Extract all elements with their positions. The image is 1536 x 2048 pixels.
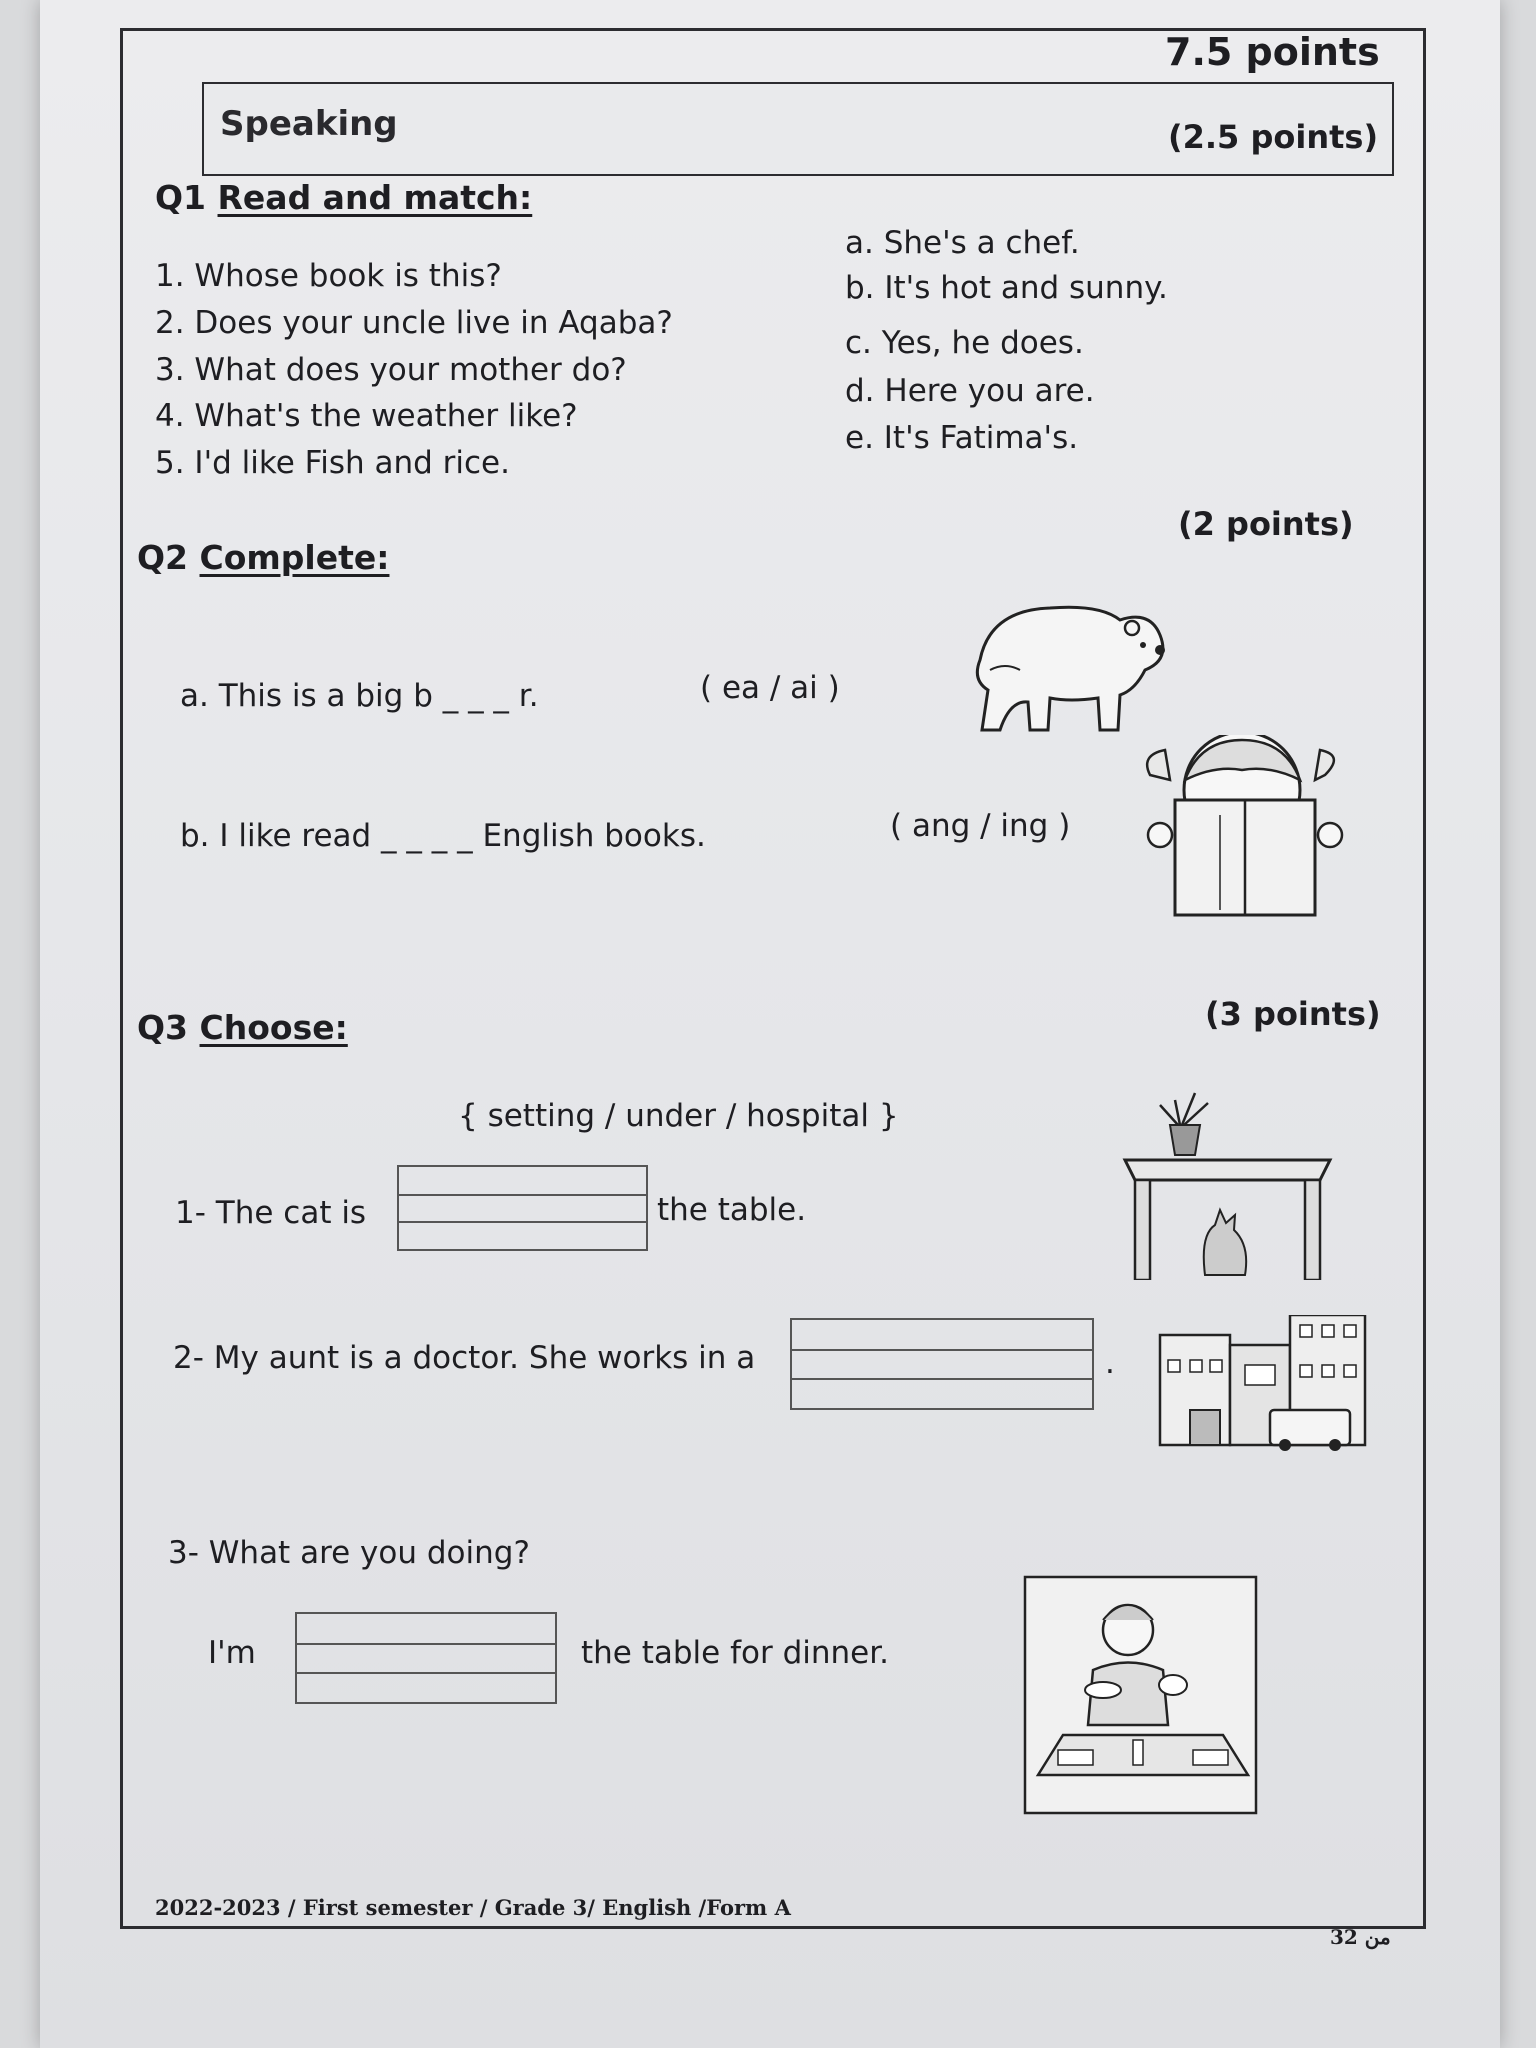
- q3-answer-box-3[interactable]: [295, 1612, 557, 1704]
- reading-girl-illustration: [1130, 735, 1360, 920]
- q1-title: Read and match:: [217, 178, 533, 217]
- q3-number: Q3: [137, 1008, 189, 1047]
- q3-item3-after: the table for dinner.: [581, 1635, 889, 1671]
- q3-item2-after: .: [1105, 1345, 1115, 1381]
- q3-answer-box-2[interactable]: [790, 1318, 1094, 1410]
- q1-question: 2. Does your uncle live in Aqaba?: [155, 305, 673, 341]
- q1-answer: e. It's Fatima's.: [845, 420, 1079, 456]
- q2-options-b: ( ang / ing ): [890, 808, 1071, 844]
- q3-item3-text: I'm: [208, 1635, 256, 1671]
- q1-question: 4. What's the weather like?: [155, 398, 578, 434]
- q2-options-a: ( ea / ai ): [700, 670, 840, 706]
- hospital-illustration: [1150, 1315, 1375, 1455]
- q1-number: Q1: [155, 178, 207, 217]
- q3-item1-text: 1- The cat is: [175, 1195, 367, 1231]
- total-points: 7.5 points: [1165, 30, 1380, 74]
- q3-title: Choose:: [199, 1008, 348, 1047]
- cat-under-table-illustration: [1120, 1085, 1335, 1280]
- worksheet-page: [40, 0, 1500, 2048]
- bear-illustration: [960, 590, 1180, 740]
- page-number: 3من 2: [1330, 1925, 1391, 1949]
- q1-question: 3. What does your mother do?: [155, 352, 627, 388]
- q1-answer: d. Here you are.: [845, 373, 1095, 409]
- q1-question: 5. I'd like Fish and rice.: [155, 445, 510, 481]
- q2-title: Complete:: [199, 538, 390, 577]
- q2-number: Q2: [137, 538, 189, 577]
- q2-item-a: a. This is a big b _ _ _ r.: [180, 678, 539, 714]
- q1-answer: b. It's hot and sunny.: [845, 270, 1168, 306]
- footer-text: 2022-2023 / First semester / Grade 3/ English /Form A: [155, 1895, 791, 1920]
- q3-answer-box-1[interactable]: [397, 1165, 648, 1251]
- setting-table-illustration: [1023, 1575, 1258, 1815]
- q2-points: (2 points): [1178, 505, 1354, 543]
- q3-heading: [137, 1008, 348, 1047]
- q3-item2-text: 2- My aunt is a doctor. She works in a: [173, 1340, 756, 1376]
- section-points: (2.5 points): [1168, 118, 1379, 156]
- q1-question: 1. Whose book is this?: [155, 258, 502, 294]
- q3-points: (3 points): [1205, 995, 1381, 1033]
- section-title: Speaking: [220, 104, 398, 144]
- q3-item3-question: 3- What are you doing?: [168, 1535, 530, 1571]
- q2-item-b: b. I like read _ _ _ _ English books.: [180, 818, 706, 854]
- q1-answer: c. Yes, he does.: [845, 325, 1084, 361]
- q1-heading: [155, 178, 532, 217]
- word-bank: { setting / under / hospital }: [458, 1098, 899, 1134]
- q1-answer: a. She's a chef.: [845, 225, 1080, 261]
- q2-heading: [137, 538, 389, 577]
- q3-item1-after: the table.: [657, 1192, 807, 1228]
